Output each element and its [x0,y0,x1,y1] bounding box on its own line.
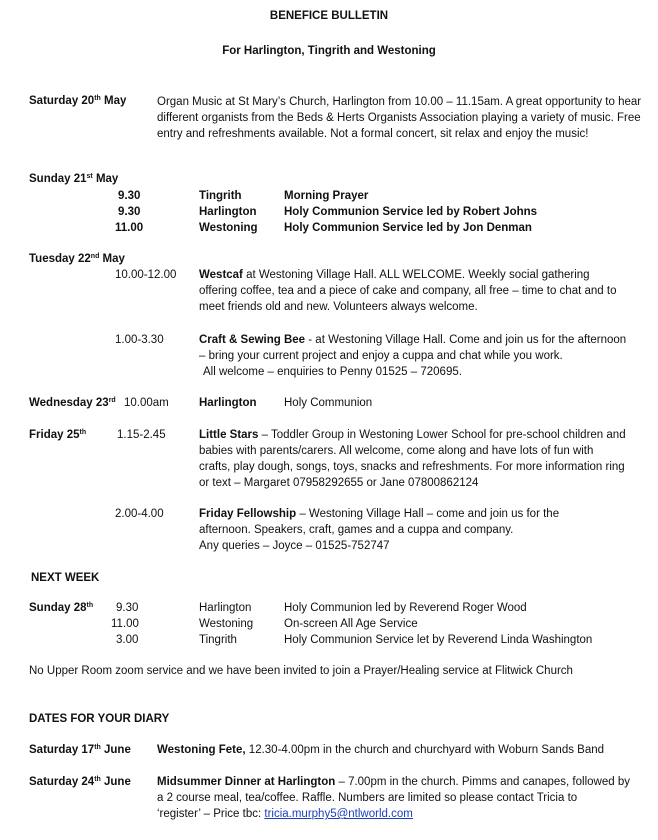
service-event: Morning Prayer [284,190,369,202]
westcaf-line-2: offering coffee, tea and a piece of cake and company, all free – time to chat and to [199,285,617,297]
service-time: 9.30 [118,206,141,218]
bulletin-title: BENEFICE BULLETIN [269,10,389,22]
dinner-line-3: ‘register’ – Price tbc: tricia.murphy5@ntlworld.com [157,808,413,820]
dinner-line-2: a 2 course meal, tea/coffee. Raffle. Numbers are limited so please contact Tricia to [157,792,578,804]
dinner-name: Midsummer Dinner at Harlington [157,776,336,788]
dinner-line-1: Midsummer Dinner at Harlington – 7.00pm in the church. Pimms and canapes, followed by [157,776,630,788]
service-place: Westoning [199,618,254,630]
service-event: Holy Communion Service led by Jon Denman [284,222,532,234]
fri25-date: Friday 25th [29,429,87,441]
craft-name: Craft & Sewing Bee [199,334,306,346]
email-link[interactable]: tricia.murphy5@ntlworld.com [264,808,413,820]
little-stars-line-4: or text – Margaret 07958292655 or Jane 07800862124 [199,477,479,489]
wed23-place: Harlington [199,397,257,409]
craft-line-3: All welcome – enquiries to Penny 01525 – 720695. [203,366,462,378]
service-place: Harlington [199,602,252,614]
wed23-event: Holy Communion [284,397,373,409]
fellowship-time: 2.00-4.00 [115,508,164,520]
little-stars-line-2: babies with parents/carers. All welcome, come along and have lots of fun with [199,445,594,457]
dinner-date: Saturday 24th June [29,776,131,788]
wed23-date: Wednesday 23rd [29,397,116,409]
little-stars-line-3: crafts, play dough, songs, toys, snacks and refreshments. For more information ring [199,461,625,473]
sun28-date: Sunday 28th [29,602,94,614]
fellowship-line-3: Any queries – Joyce – 01525-752747 [199,540,390,552]
fellowship-line-2: afternoon. Speakers, craft, games and a cuppa and company. [199,524,514,536]
service-time: 3.00 [116,634,139,646]
sat20-date: Saturday 20th May [29,95,127,107]
service-time: 9.30 [116,602,139,614]
bulletin-subtitle: For Harlington, Tingrith and Westoning [222,45,436,57]
wed23-time: 10.00am [124,397,169,409]
tue22-date: Tuesday 22nd May [29,253,125,265]
service-time: 9.30 [118,190,141,202]
service-place: Tingrith [199,634,237,646]
little-stars-name: Little Stars [199,429,259,441]
service-event: Holy Communion Service led by Robert Johns [284,206,538,218]
westcaf-name: Westcaf [199,269,243,281]
service-event: Holy Communion led by Reverend Roger Wood [284,602,527,614]
craft-line-1: Craft & Sewing Bee - at Westoning Village Hall. Come and join us for the afternoon [199,334,627,346]
craft-line-2: – bring your current project and enjoy a cuppa and chat while you work. [199,350,563,362]
diary-heading: DATES FOR YOUR DIARY [29,713,170,725]
service-place: Westoning [199,222,258,234]
westcaf-line-3: meet friends old and new. Volunteers always welcome. [199,301,478,313]
service-place: Tingrith [199,190,242,202]
fete-name: Westoning Fete, [157,744,246,756]
service-event: On-screen All Age Service [284,618,418,630]
fellowship-line-1: Friday Fellowship – Westoning Village Hall – come and join us for the [199,508,560,520]
service-time: 11.00 [115,222,144,234]
westcaf-time: 10.00-12.00 [115,269,177,281]
service-event: Holy Communion Service let by Reverend Linda Washington [284,634,593,646]
zoom-note: No Upper Room zoom service and we have been invited to join a Prayer/Healing service at Flitwick Church [29,665,573,677]
service-place: Harlington [199,206,257,218]
fete-date: Saturday 17th June [29,744,131,756]
fellowship-name: Friday Fellowship [199,508,297,520]
next-week-heading: NEXT WEEK [31,572,100,584]
craft-time: 1.00-3.30 [115,334,164,346]
westcaf-line-1: Westcaf at Westoning Village Hall. ALL WELCOME. Weekly social gathering [199,269,590,281]
little-stars-time: 1.15-2.45 [117,429,166,441]
sun21-date: Sunday 21st May [29,173,119,185]
little-stars-line-1: Little Stars – Toddler Group in Westoning Lower School for pre-school children and [199,429,626,441]
sat20-description: Organ Music at St Mary’s Church, Harlington from 10.00 – 11.15am. A great opportunity to hear different organists from the Beds & Herts Organists Association playing a variety of music. Free entry and refreshments available. Not a formal concert, sit relax and enjoy the music! [157,96,642,140]
service-time: 11.00 [111,618,139,630]
fete-description: Westoning Fete, 12.30-4.00pm in the church and churchyard with Woburn Sands Band [157,744,605,756]
